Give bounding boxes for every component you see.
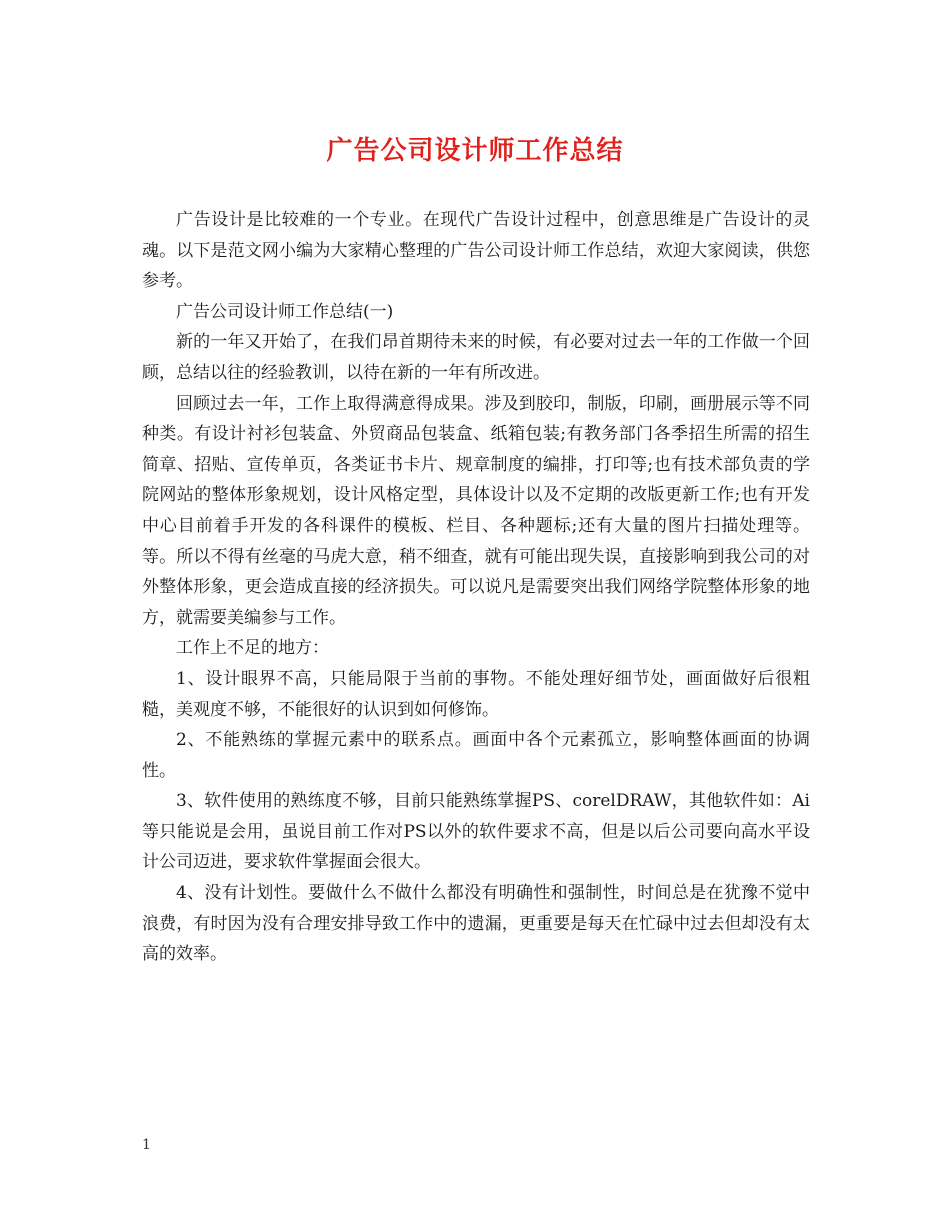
paragraph: 新的一年又开始了，在我们昂首期待未来的时候，有必要对过去一年的工作做一个回顾，总结以往的经验教训，以待在新的一年有所改进。 (142, 332, 810, 383)
list-item: 4、没有计划性。要做什么不做什么都没有明确性和强制性，时间总是在犹豫不觉中浪费，有时因为没有合理安排导致工作中的遗漏，更重要是每天在忙碌中过去但却没有太高的效率。 (142, 883, 810, 965)
document-body (142, 205, 810, 970)
page-number: 1 (142, 1137, 151, 1153)
paragraph-intro: 广告设计是比较难的一个专业。在现代广告设计过程中，创意思维是广告设计的灵魂。以下是范文网小编为大家精心整理的广告公司设计师工作总结，欢迎大家阅读，供您参考。 (142, 210, 810, 292)
paragraph: 回顾过去一年，工作上取得满意得成果。涉及到胶印，制版，印刷，画册展示等不同种类。有设计衬衫包装盒、外贸商品包装盒、纸箱包装;有教务部门各季招生所需的招生简章、招贴、宣传单页，各类证书卡片、规章制度的编排，打印等;也有技术部负责的学院网站的整体形象规划，设计风格定型，具体设计以及不定期的改版更新工作;也有开发中心目前着手开发的各科课件的模板、栏目、各种题标;还有大量的图片扫描处理等。等。所以不得有丝毫的马虎大意，稍不细查，就有可能出现失误，直接影响到我公司的对外整体形象，更会造成直接的经济损失。可以说凡是需要突出我们网络学院整体形象的地方，就需要美编参与工作。 (142, 393, 810, 628)
paragraph-heading: 工作上不足的地方： (176, 638, 329, 659)
list-item: 3、软件使用的熟练度不够，目前只能熟练掌握PS、corelDRAW，其他软件如：Ai等只能说是会用，虽说目前工作对PS以外的软件要求不高，但是以后公司要向高水平设计公司迈进，要求软件掌握面会很大。 (142, 791, 810, 873)
document-title: 广告公司设计师工作总结 (326, 136, 624, 166)
list-item: 1、设计眼界不高，只能局限于当前的事物。不能处理好细节处，画面做好后很粗糙，美观度不够，不能很好的认识到如何修饰。 (142, 668, 810, 720)
list-item: 2、不能熟练的掌握元素中的联系点。画面中各个元素孤立，影响整体画面的协调性。 (142, 730, 810, 781)
section-heading: 广告公司设计师工作总结(一) (176, 301, 394, 322)
